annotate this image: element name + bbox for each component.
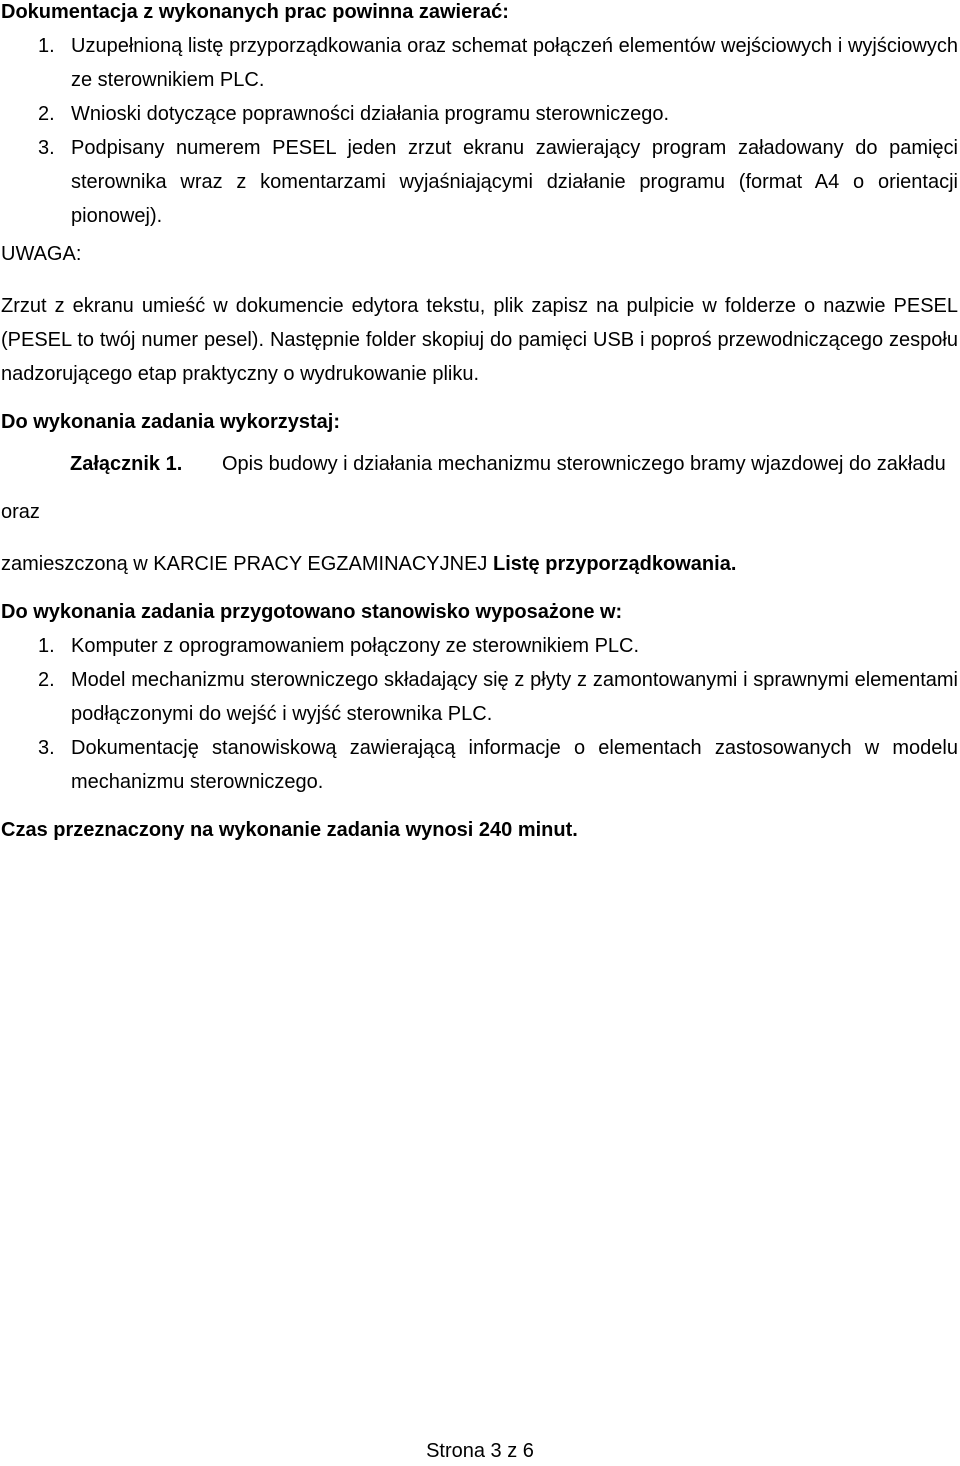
list-item-number: 1.: [38, 635, 55, 657]
list-item-text: Podpisany numerem PESEL jeden zrzut ekranu zawierający program załadowany do pamięci sterownika wraz z komentarzami wyjaśniającymi działanie programu (format A4 o orientacji pionowej).: [71, 137, 958, 227]
station-list: [1, 629, 958, 799]
oraz-text: oraz: [1, 501, 40, 523]
time-note: Czas przeznaczony na wykonanie zadania wynosi 240 minut.: [1, 819, 578, 841]
heading-station: Do wykonania zadania przygotowano stanowisko wyposażone w:: [1, 601, 623, 623]
list-item-text: Model mechanizmu sterowniczego składający się z płyty z zamontowanymi i sprawnymi elementami podłączonymi do wejść i wyjść sterownika PLC.: [71, 669, 958, 725]
attachment-label: Załącznik 1.: [70, 453, 183, 475]
list-item-number: 3.: [38, 737, 55, 759]
list-item-text: Wnioski dotyczące poprawności działania programu sterowniczego.: [71, 103, 670, 125]
list-item-text: Dokumentację stanowiskową zawierającą informacje o elementach zastosowanych w modelu mechanizmu sterowniczego.: [71, 737, 958, 793]
list-item-number: 2.: [38, 103, 55, 125]
card-prefix: zamieszczoną w KARCIE PRACY EGZAMINACYJNEJ: [1, 553, 493, 575]
list-item: [1, 29, 958, 97]
list-item: [1, 97, 958, 131]
heading-documentation: Dokumentacja z wykonanych prac powinna zawierać:: [1, 1, 509, 23]
list-item-number: 1.: [38, 35, 55, 57]
heading-use: Do wykonania zadania wykorzystaj:: [1, 411, 340, 433]
document-content: [1, 0, 958, 847]
documentation-list: [1, 29, 958, 233]
list-item-text: Komputer z oprogramowaniem połączony ze sterownikiem PLC.: [71, 635, 640, 657]
warning-label: UWAGA:: [1, 243, 82, 265]
list-item-number: 3.: [38, 137, 55, 159]
attachment-item: [1, 447, 958, 481]
list-item-text: Uzupełnioną listę przyporządkowania oraz schemat połączeń elementów wejściowych i wyjściowych ze sterownikiem PLC.: [71, 35, 958, 91]
card-bold-text: Listę przyporządkowania.: [492, 553, 737, 575]
list-item: [1, 629, 958, 663]
list-item: [1, 131, 958, 233]
attachment-text: Opis budowy i działania mechanizmu sterowniczego bramy wjazdowej do zakładu: [222, 453, 946, 475]
card-paragraph: [1, 547, 958, 581]
list-item: [1, 663, 958, 731]
list-item-number: 2.: [38, 669, 55, 691]
warning-text: Zrzut z ekranu umieść w dokumencie edytora tekstu, plik zapisz na pulpicie w folderze o nazwie PESEL (PESEL to twój numer pesel). Następnie folder skopiuj do pamięci USB i poproś przewodniczącego zespołu nadzorującego etap praktyczny o wydrukowanie pliku.: [1, 295, 958, 385]
page-footer: Strona 3 z 6: [426, 1440, 534, 1462]
list-item: [1, 731, 958, 799]
